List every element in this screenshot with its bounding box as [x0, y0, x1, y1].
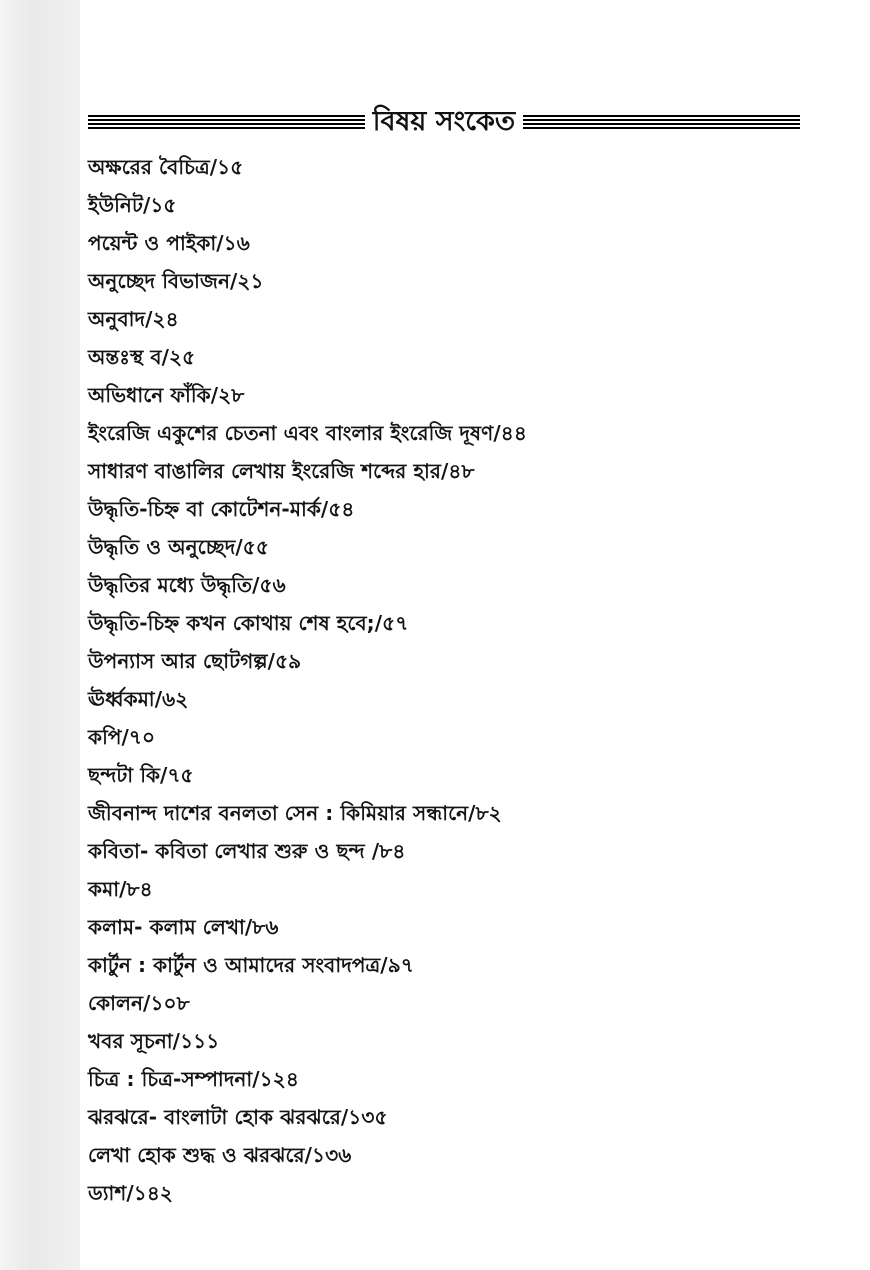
toc-entry: ড্যাশ/১৪২ [88, 1181, 174, 1205]
toc-entry: অনুচ্ছেদ বিভাজন/২১ [88, 269, 264, 293]
toc-entry: অক্ষরের বৈচিত্র/১৫ [88, 155, 244, 179]
toc-entry: ছন্দটা কি/৭৫ [88, 763, 194, 787]
table-of-contents-page [88, 100, 800, 1212]
heading-row [88, 100, 800, 144]
toc-entry: উদ্ধৃতি-চিহ্ন বা কোটেশন-মার্ক/৫৪ [88, 497, 355, 521]
toc-entry: কলাম- কলাম লেখা/৮৬ [88, 915, 279, 939]
toc-entry: পয়েন্ট ও পাইকা/১৬ [88, 231, 250, 255]
toc-entry: ঊর্ধ্বকমা/৬২ [88, 687, 189, 711]
toc-entry: কার্টুন : কার্টুন ও আমাদের সংবাদপত্র/৯৭ [88, 953, 414, 977]
toc-list [88, 148, 800, 1212]
toc-entry: উপন্যাস আর ছোটগল্প/৫৯ [88, 649, 302, 673]
heading-rule-right [523, 115, 800, 129]
toc-entry: অনুবাদ/২৪ [88, 307, 179, 331]
toc-entry: ইংরেজি একুশের চেতনা এবং বাংলার ইংরেজি দূষণ/৪৪ [88, 421, 527, 445]
toc-entry: কবিতা- কবিতা লেখার শুরু ও ছন্দ /৮৪ [88, 839, 406, 863]
toc-entry: উদ্ধৃতি ও অনুচ্ছেদ/৫৫ [88, 535, 269, 559]
toc-entry: অভিধানে ফাঁকি/২৮ [88, 383, 245, 407]
toc-entry: উদ্ধৃতি-চিহ্ন কখন কোথায় শেষ হবে;/৫৭ [88, 611, 409, 635]
toc-entry: কপি/৭০ [88, 725, 156, 749]
toc-entry: কমা/৮৪ [88, 877, 153, 901]
toc-entry: উদ্ধৃতির মধ্যে উদ্ধৃতি/৫৬ [88, 573, 286, 597]
page-gutter-shadow [0, 0, 80, 1270]
toc-entry: ঝরঝরে- বাংলাটা হোক ঝরঝরে/১৩৫ [88, 1105, 388, 1129]
toc-entry: ইউনিট/১৫ [88, 193, 177, 217]
heading-rule-left [88, 115, 365, 129]
toc-entry: সাধারণ বাঙালির লেখায় ইংরেজি শব্দের হার/৪৮ [88, 459, 475, 483]
toc-entry: চিত্র : চিত্র-সম্পাদনা/১২৪ [88, 1067, 299, 1091]
toc-entry: অন্তঃস্থ ব/২৫ [88, 345, 196, 369]
page-title: বিষয় সংকেত [372, 106, 516, 137]
toc-entry: খবর সূচনা/১১১ [88, 1029, 220, 1053]
toc-entry: জীবনান্দ দাশের বনলতা সেন : কিমিয়ার সন্ধানে/৮২ [88, 801, 502, 825]
toc-entry: লেখা হোক শুদ্ধ ও ঝরঝরে/১৩৬ [88, 1143, 352, 1167]
toc-entry: কোলন/১০৮ [88, 991, 190, 1015]
